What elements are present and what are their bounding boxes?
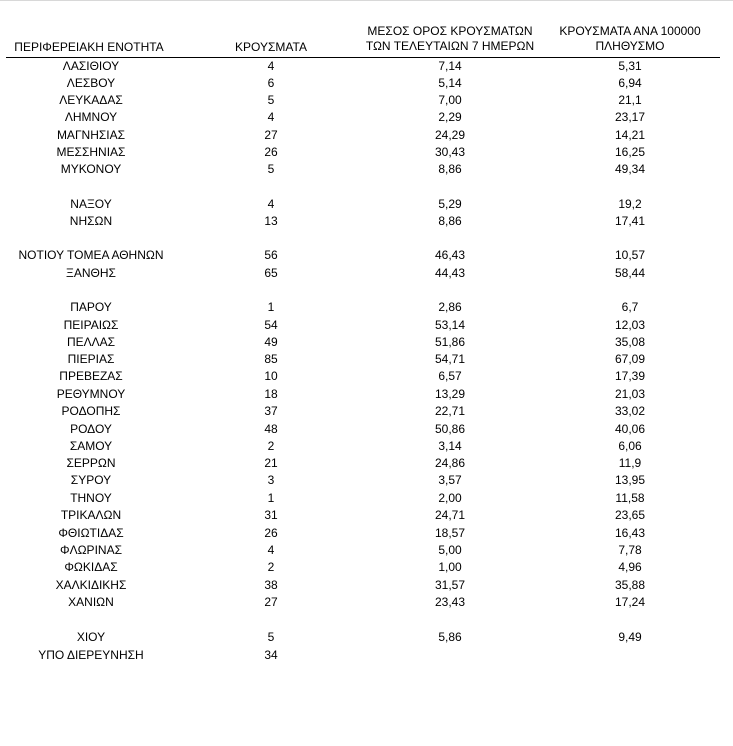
cases-cell: 56 xyxy=(264,248,278,262)
cases-per-100k-cell: 12,03 xyxy=(614,318,646,332)
seven-day-average-cell: 22,71 xyxy=(434,404,466,418)
table-row xyxy=(0,161,733,178)
seven-day-average-cell: 44,43 xyxy=(434,266,466,280)
seven-day-average-cell: 7,00 xyxy=(438,93,462,107)
region-cell: ΧΙΟΥ xyxy=(76,630,106,644)
cases-cell: 13 xyxy=(264,214,278,228)
cases-cell: 1 xyxy=(267,300,275,314)
cases-cell: 18 xyxy=(264,387,278,401)
cases-per-100k-cell: 4,96 xyxy=(618,560,642,574)
seven-day-average-cell: 2,00 xyxy=(438,491,462,505)
region-cell: ΡΕΘΥΜΝΟΥ xyxy=(56,387,126,401)
cases-per-100k-cell: 49,34 xyxy=(614,162,646,176)
table-row xyxy=(0,455,733,472)
table-row xyxy=(0,647,733,664)
region-cell: ΣΑΜΟΥ xyxy=(69,439,113,453)
table-row xyxy=(0,196,733,213)
table-row xyxy=(0,421,733,438)
table-row xyxy=(0,438,733,455)
seven-day-average-cell: 8,86 xyxy=(438,162,462,176)
cases-cell: 4 xyxy=(267,197,275,211)
cases-per-100k-cell: 14,21 xyxy=(614,128,646,142)
table-row xyxy=(0,299,733,316)
cases-per-100k-cell: 13,95 xyxy=(614,473,646,487)
region-cell: ΤΗΝΟΥ xyxy=(70,491,112,505)
cases-cell: 54 xyxy=(264,318,278,332)
cases-cell: 85 xyxy=(264,352,278,366)
region-cell: ΣΥΡΟΥ xyxy=(70,473,112,487)
seven-day-average-cell: 24,86 xyxy=(434,456,466,470)
table-row xyxy=(0,577,733,594)
cases-per-100k-cell: 6,7 xyxy=(621,300,639,314)
seven-day-average-cell: 23,43 xyxy=(434,595,466,609)
seven-day-average-cell: 5,00 xyxy=(438,543,462,557)
seven-day-average-cell: 3,14 xyxy=(438,439,462,453)
seven-day-average-cell: 2,29 xyxy=(438,110,462,124)
cases-per-100k-cell: 17,24 xyxy=(614,595,646,609)
region-cell: ΦΘΙΩΤΙΔΑΣ xyxy=(58,526,124,540)
table-row xyxy=(0,265,733,282)
seven-day-average-cell: 5,86 xyxy=(438,630,462,644)
cases-per-100k-cell: 11,58 xyxy=(615,491,645,505)
cases-per-100k-cell: 17,41 xyxy=(614,214,646,228)
seven-day-average-cell: 53,14 xyxy=(434,318,466,332)
cases-per-100k-cell: 9,49 xyxy=(618,630,642,644)
table-row xyxy=(0,386,733,403)
table-row xyxy=(0,144,733,161)
cases-cell: 26 xyxy=(264,145,278,159)
cases-per-100k-cell: 35,88 xyxy=(614,578,646,592)
table-row xyxy=(0,92,733,109)
seven-day-average-cell: 5,29 xyxy=(438,197,462,211)
cases-cell: 1 xyxy=(267,491,275,505)
cases-cell: 49 xyxy=(264,335,278,349)
cases-per-100k-cell: 58,44 xyxy=(614,266,646,280)
region-cell: ΣΕΡΡΩΝ xyxy=(66,456,116,470)
header-avg-line2: ΤΩΝ ΤΕΛΕΥΤΑΙΩΝ 7 ΗΜΕΡΩΝ xyxy=(365,39,535,53)
cases-cell: 34 xyxy=(264,648,278,662)
cases-per-100k-cell: 19,2 xyxy=(618,197,642,211)
cases-per-100k-cell: 40,06 xyxy=(614,422,646,436)
table-row xyxy=(0,629,733,646)
region-cell: ΜΥΚΟΝΟΥ xyxy=(60,162,122,176)
table-row xyxy=(0,109,733,126)
cases-per-100k-cell: 10,57 xyxy=(614,248,646,262)
table-row xyxy=(0,351,733,368)
cases-per-100k-cell: 6,94 xyxy=(618,76,642,90)
top-border xyxy=(0,0,733,1)
cases-per-100k-cell: 16,25 xyxy=(614,145,646,159)
seven-day-average-cell: 24,71 xyxy=(434,508,466,522)
cases-cell: 5 xyxy=(267,93,275,107)
table-row xyxy=(0,334,733,351)
cases-cell: 10 xyxy=(264,369,278,383)
cases-per-100k-cell: 5,31 xyxy=(618,59,642,73)
header-region: ΠΕΡΙΦΕΡΕΙΑΚΗ ΕΝΟΤΗΤΑ xyxy=(14,40,164,54)
cases-per-100k-cell: 11,9 xyxy=(618,456,642,470)
region-cell: ΧΑΛΚΙΔΙΚΗΣ xyxy=(55,578,127,592)
region-cell: ΛΕΣΒΟΥ xyxy=(66,76,116,90)
seven-day-average-cell: 2,86 xyxy=(438,300,462,314)
table-row xyxy=(0,507,733,524)
seven-day-average-cell: 8,86 xyxy=(438,214,462,228)
seven-day-average-cell: 1,00 xyxy=(438,560,462,574)
table-row xyxy=(0,75,733,92)
seven-day-average-cell: 46,43 xyxy=(434,248,466,262)
cases-cell: 48 xyxy=(264,422,278,436)
seven-day-average-cell: 24,29 xyxy=(434,128,466,142)
cases-cell: 4 xyxy=(267,543,275,557)
table-row xyxy=(0,472,733,489)
cases-cell: 26 xyxy=(264,526,278,540)
region-cell: ΦΛΩΡΙΝΑΣ xyxy=(60,543,122,557)
cases-per-100k-cell: 6,06 xyxy=(618,439,642,453)
table-row xyxy=(0,317,733,334)
cases-cell: 4 xyxy=(267,59,275,73)
region-cell: ΦΩΚΙΔΑΣ xyxy=(64,560,118,574)
cases-cell: 37 xyxy=(264,404,278,418)
table-row xyxy=(0,368,733,385)
header-avg-line1: ΜΕΣΟΣ ΟΡΟΣ ΚΡΟΥΣΜΑΤΩΝ xyxy=(367,24,533,38)
seven-day-average-cell: 31,57 xyxy=(434,578,466,592)
cases-cell: 21 xyxy=(264,456,278,470)
region-cell: ΤΡΙΚΑΛΩΝ xyxy=(60,508,122,522)
region-cell: ΜΑΓΝΗΣΙΑΣ xyxy=(56,128,126,142)
header-cases: ΚΡΟΥΣΜΑΤΑ xyxy=(235,40,307,54)
cases-cell: 2 xyxy=(267,560,275,574)
cases-cell: 6 xyxy=(267,76,275,90)
region-cell: ΡΟΔΟΥ xyxy=(70,422,112,436)
cases-per-100k-cell: 23,65 xyxy=(614,508,646,522)
seven-day-average-cell: 51,86 xyxy=(434,335,466,349)
region-cell: ΛΗΜΝΟΥ xyxy=(64,110,118,124)
region-cell: ΝΑΞΟΥ xyxy=(70,197,112,211)
cases-cell: 3 xyxy=(267,473,275,487)
cases-per-100k-cell: 17,39 xyxy=(614,369,646,383)
table-row xyxy=(0,542,733,559)
table-row xyxy=(0,525,733,542)
table-row xyxy=(0,127,733,144)
region-cell: ΞΑΝΘΗΣ xyxy=(66,266,116,280)
cases-per-100k-cell: 21,03 xyxy=(614,387,646,401)
table-row xyxy=(0,559,733,576)
header-per100k-line2: ΠΛΗΘΥΣΜΟ xyxy=(595,39,665,53)
region-cell: ΠΡΕΒΕΖΑΣ xyxy=(59,369,123,383)
cases-per-100k-cell: 33,02 xyxy=(614,404,646,418)
region-cell: ΧΑΝΙΩΝ xyxy=(68,595,114,609)
cases-cell: 65 xyxy=(264,266,278,280)
region-cell: ΥΠΟ ΔΙΕΡΕΥΝΗΣΗ xyxy=(38,648,144,662)
seven-day-average-cell: 54,71 xyxy=(434,352,466,366)
cases-per-100k-cell: 23,17 xyxy=(614,110,646,124)
region-cell: ΠΕΛΛΑΣ xyxy=(66,335,116,349)
region-cell: ΠΑΡΟΥ xyxy=(70,300,112,314)
region-cell: ΠΙΕΡΙΑΣ xyxy=(67,352,115,366)
cases-cell: 5 xyxy=(267,162,275,176)
cases-per-100k-cell: 7,78 xyxy=(618,543,642,557)
region-cell: ΝΟΤΙΟΥ ΤΟΜΕΑ ΑΘΗΝΩΝ xyxy=(18,248,164,262)
header-per100k-line1: ΚΡΟΥΣΜΑΤΑ ΑΝΑ 100000 xyxy=(559,24,701,38)
table-row xyxy=(0,490,733,507)
table-row xyxy=(0,58,733,75)
seven-day-average-cell: 13,29 xyxy=(434,387,466,401)
cases-cell: 5 xyxy=(267,630,275,644)
seven-day-average-cell: 3,57 xyxy=(438,473,462,487)
region-cell: ΠΕΙΡΑΙΩΣ xyxy=(63,318,119,332)
seven-day-average-cell: 5,14 xyxy=(438,76,462,90)
cases-cell: 27 xyxy=(264,128,278,142)
cases-cell: 4 xyxy=(267,110,275,124)
cases-per-100k-cell: 35,08 xyxy=(614,335,646,349)
cases-cell: 2 xyxy=(267,439,275,453)
region-cell: ΛΑΣΙΘΙΟΥ xyxy=(62,59,120,73)
seven-day-average-cell: 50,86 xyxy=(434,422,466,436)
cases-cell: 27 xyxy=(264,595,278,609)
table-row xyxy=(0,403,733,420)
seven-day-average-cell: 18,57 xyxy=(434,526,466,540)
cases-per-100k-cell: 21,1 xyxy=(618,93,642,107)
region-cell: ΡΟΔΟΠΗΣ xyxy=(61,404,121,418)
table-row xyxy=(0,213,733,230)
cases-per-100k-cell: 16,43 xyxy=(614,526,646,540)
region-cell: ΝΗΣΩΝ xyxy=(69,214,113,228)
seven-day-average-cell: 6,57 xyxy=(438,369,462,383)
table-row xyxy=(0,594,733,611)
seven-day-average-cell: 30,43 xyxy=(434,145,466,159)
cases-per-100k-cell: 67,09 xyxy=(614,352,646,366)
seven-day-average-cell: 7,14 xyxy=(438,59,462,73)
cases-cell: 38 xyxy=(264,578,278,592)
cases-cell: 31 xyxy=(264,508,278,522)
region-cell: ΜΕΣΣΗΝΙΑΣ xyxy=(56,145,126,159)
region-cell: ΛΕΥΚΑΔΑΣ xyxy=(59,93,123,107)
table-row xyxy=(0,247,733,264)
